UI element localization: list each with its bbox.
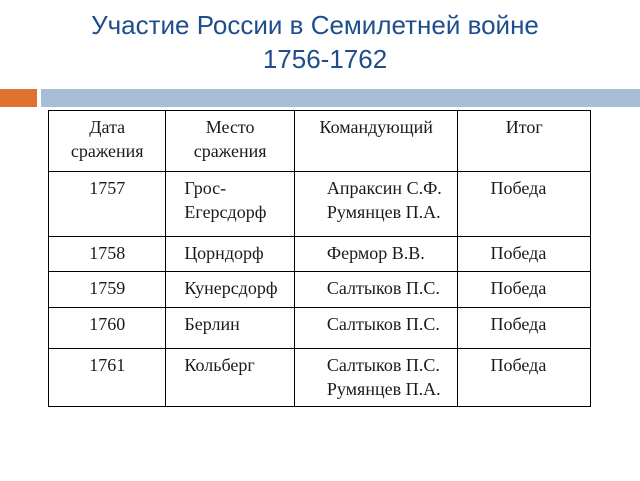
accent-bar-blue	[41, 89, 640, 107]
cell-commander: Салтыков П.С.	[294, 272, 458, 308]
table-row	[49, 272, 591, 308]
cell-date: 1761	[49, 349, 166, 407]
cell-date: 1757	[49, 172, 166, 237]
title-line-2: 1756-1762	[262, 44, 388, 74]
cell-date: 1758	[49, 237, 166, 272]
cell-commander: Салтыков П.С. Румянцев П.А.	[294, 349, 458, 407]
table-row	[49, 172, 591, 237]
battles-table	[48, 110, 591, 407]
cell-place: Кунерсдорф	[166, 272, 294, 308]
header-date: Дата сражения	[49, 111, 166, 172]
cell-commander: Апраксин С.Ф. Румянцев П.А.	[294, 172, 458, 237]
cell-place: Кольберг	[166, 349, 294, 407]
slide-title	[0, 8, 640, 76]
cell-result: Победа	[458, 349, 591, 407]
table-row	[49, 349, 591, 407]
cell-commander: Фермор В.В.	[294, 237, 458, 272]
accent-bar-orange	[0, 89, 37, 107]
cell-place: Грос- Егерсдорф	[166, 172, 294, 237]
cell-place: Берлин	[166, 308, 294, 349]
cell-result: Победа	[458, 172, 591, 237]
title-line-1: Участие России в Семилетней войне	[91, 10, 539, 40]
cell-result: Победа	[458, 308, 591, 349]
cell-result: Победа	[458, 272, 591, 308]
cell-date: 1760	[49, 308, 166, 349]
cell-date: 1759	[49, 272, 166, 308]
table-row	[49, 237, 591, 272]
header-place: Место сражения	[166, 111, 294, 172]
header-commander: Командующий	[294, 111, 458, 172]
cell-result: Победа	[458, 237, 591, 272]
cell-commander: Салтыков П.С.	[294, 308, 458, 349]
table-header-row	[49, 111, 591, 172]
header-result: Итог	[458, 111, 591, 172]
table-row	[49, 308, 591, 349]
cell-place: Цорндорф	[166, 237, 294, 272]
